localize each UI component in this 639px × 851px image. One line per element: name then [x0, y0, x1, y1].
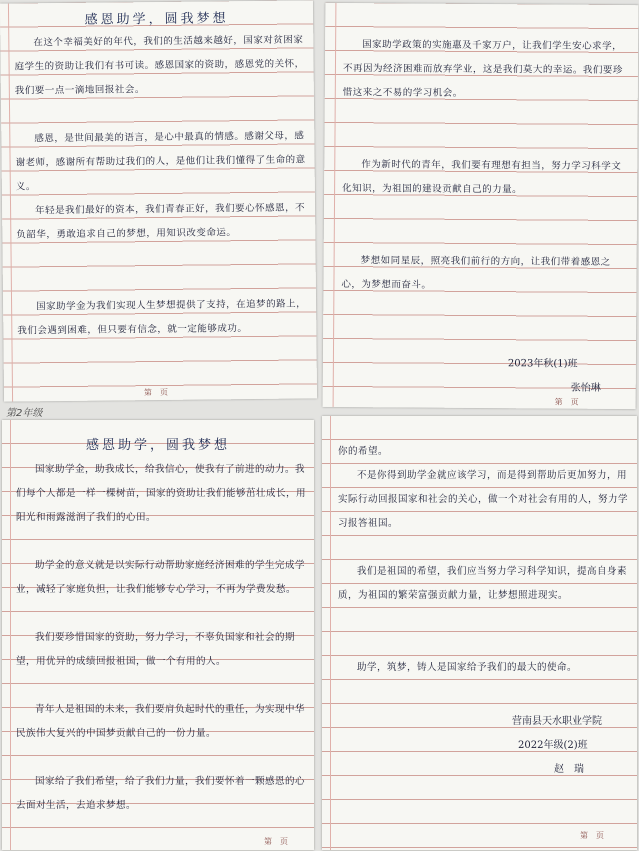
- paragraph-3: 我们要珍惜国家的资助，努力学习，不辜负国家和社会的期望，用优异的成绩回报祖国，做一个有用的人。: [16, 632, 296, 667]
- paragraph-4: 国家助学金为我们实现人生梦想提供了支持，在追梦的路上，我们会遇到困难，但只要有信念，就一定能够成功。: [17, 298, 307, 337]
- paragraph-1: 国家助学金，助我成长，给我信心，使我有了前进的动力。我们每个人都是一样一棵树苗，国家的资助让我们能够茁壮成长，用阳光和雨露滋润了我们的心田。: [16, 464, 307, 523]
- essay-page-4: [322, 416, 637, 850]
- paragraph-4: 助学，筑梦，铸人是国家给予我们的最大的使命。: [357, 662, 578, 673]
- signature-name: 赵 瑞: [554, 764, 584, 775]
- page-number-label: 第 页: [580, 831, 604, 840]
- page-number-label: 第 页: [264, 837, 288, 846]
- page-margin-line: [10, 420, 11, 850]
- paragraph-1: 国家助学政策的实施惠及千家万户，让我们学生安心求学，不再因为经济困难而放弃学业，这是我们莫大的幸运。我们要珍惜这来之不易的学习机会。: [342, 39, 624, 99]
- paragraph-3: 梦想如同星辰，照亮我们前行的方向，让我们带着感恩之心，为梦想而奋斗。: [341, 255, 611, 291]
- paragraph-3: 我们是祖国的希望，我们应当努力学习科学知识，提高自身素质，为祖国的繁荣富强贡献力量，让梦想照进现实。: [338, 566, 628, 601]
- paragraph-2: 作为新时代的青年，我们要有理想有担当，努力学习科学文化知识，为祖国的建设贡献自己的力量。: [342, 159, 622, 196]
- signature-name: 张怡琳: [570, 382, 601, 394]
- page-number-label: 第 页: [143, 387, 169, 398]
- page-number-label: 第 页: [554, 397, 579, 407]
- paragraph-2: 不是你得到助学金就应该学习，而是得到帮助后更加努力，用实际行动回报国家和社会的关心，做一个对社会有用的人，努力学习报答祖国。: [338, 470, 629, 529]
- signature-school: 营南县天水职业学院: [512, 716, 602, 727]
- paragraph-3: 年轻是我们最好的资本，我们青春正好，我们要心怀感恩，不负韶华，勇敢追求自己的梦想，用知识改变命运。: [16, 202, 306, 241]
- paragraph-5: 国家给了我们希望，给了我们力量，我们要怀着一颗感恩的心去面对生活，去追求梦想。: [16, 776, 306, 811]
- page-margin-line: [8, 4, 13, 402]
- paragraph-4: 青年人是祖国的未来，我们要肩负起时代的重任，为实现中华民族伟大复兴的中国梦贡献自己的一份力量。: [16, 704, 306, 739]
- page-margin-line: [333, 3, 337, 407]
- essay-page-1: [0, 0, 317, 401]
- paragraph-2: 助学金的意义就是以实际行动帮助家庭经济困难的学生完成学业，减轻了家庭负担，让我们能够专心学习，不再为学费发愁。: [16, 560, 306, 595]
- essay-title: 感恩助学，圆我梦想: [85, 438, 230, 453]
- margin-note: 第2年级: [6, 408, 43, 419]
- paragraph-1: 在这个幸福美好的年代，我们的生活越来越好，国家对贫困家庭学生的资助让我们有书可读。感恩国家的资助，感恩党的关怀，我们要一点一滴地回报社会。: [14, 34, 305, 97]
- page-margin-line: [330, 416, 331, 850]
- essay-page-3: [2, 420, 314, 850]
- signature-class: 2022年级(2)班: [518, 740, 588, 751]
- paragraph-1: 你的希望。: [338, 446, 389, 457]
- signature-class: 2023年秋(1)班: [507, 358, 578, 370]
- essay-page-2: [323, 3, 639, 409]
- paragraph-2: 感恩，是世间最美的语言，是心中最真的情感。感谢父母，感谢老师，感谢所有帮助过我们的人，是他们让我们懂得了生命的意义。: [15, 130, 306, 193]
- essay-title: 感恩助学，圆我梦想: [84, 11, 229, 28]
